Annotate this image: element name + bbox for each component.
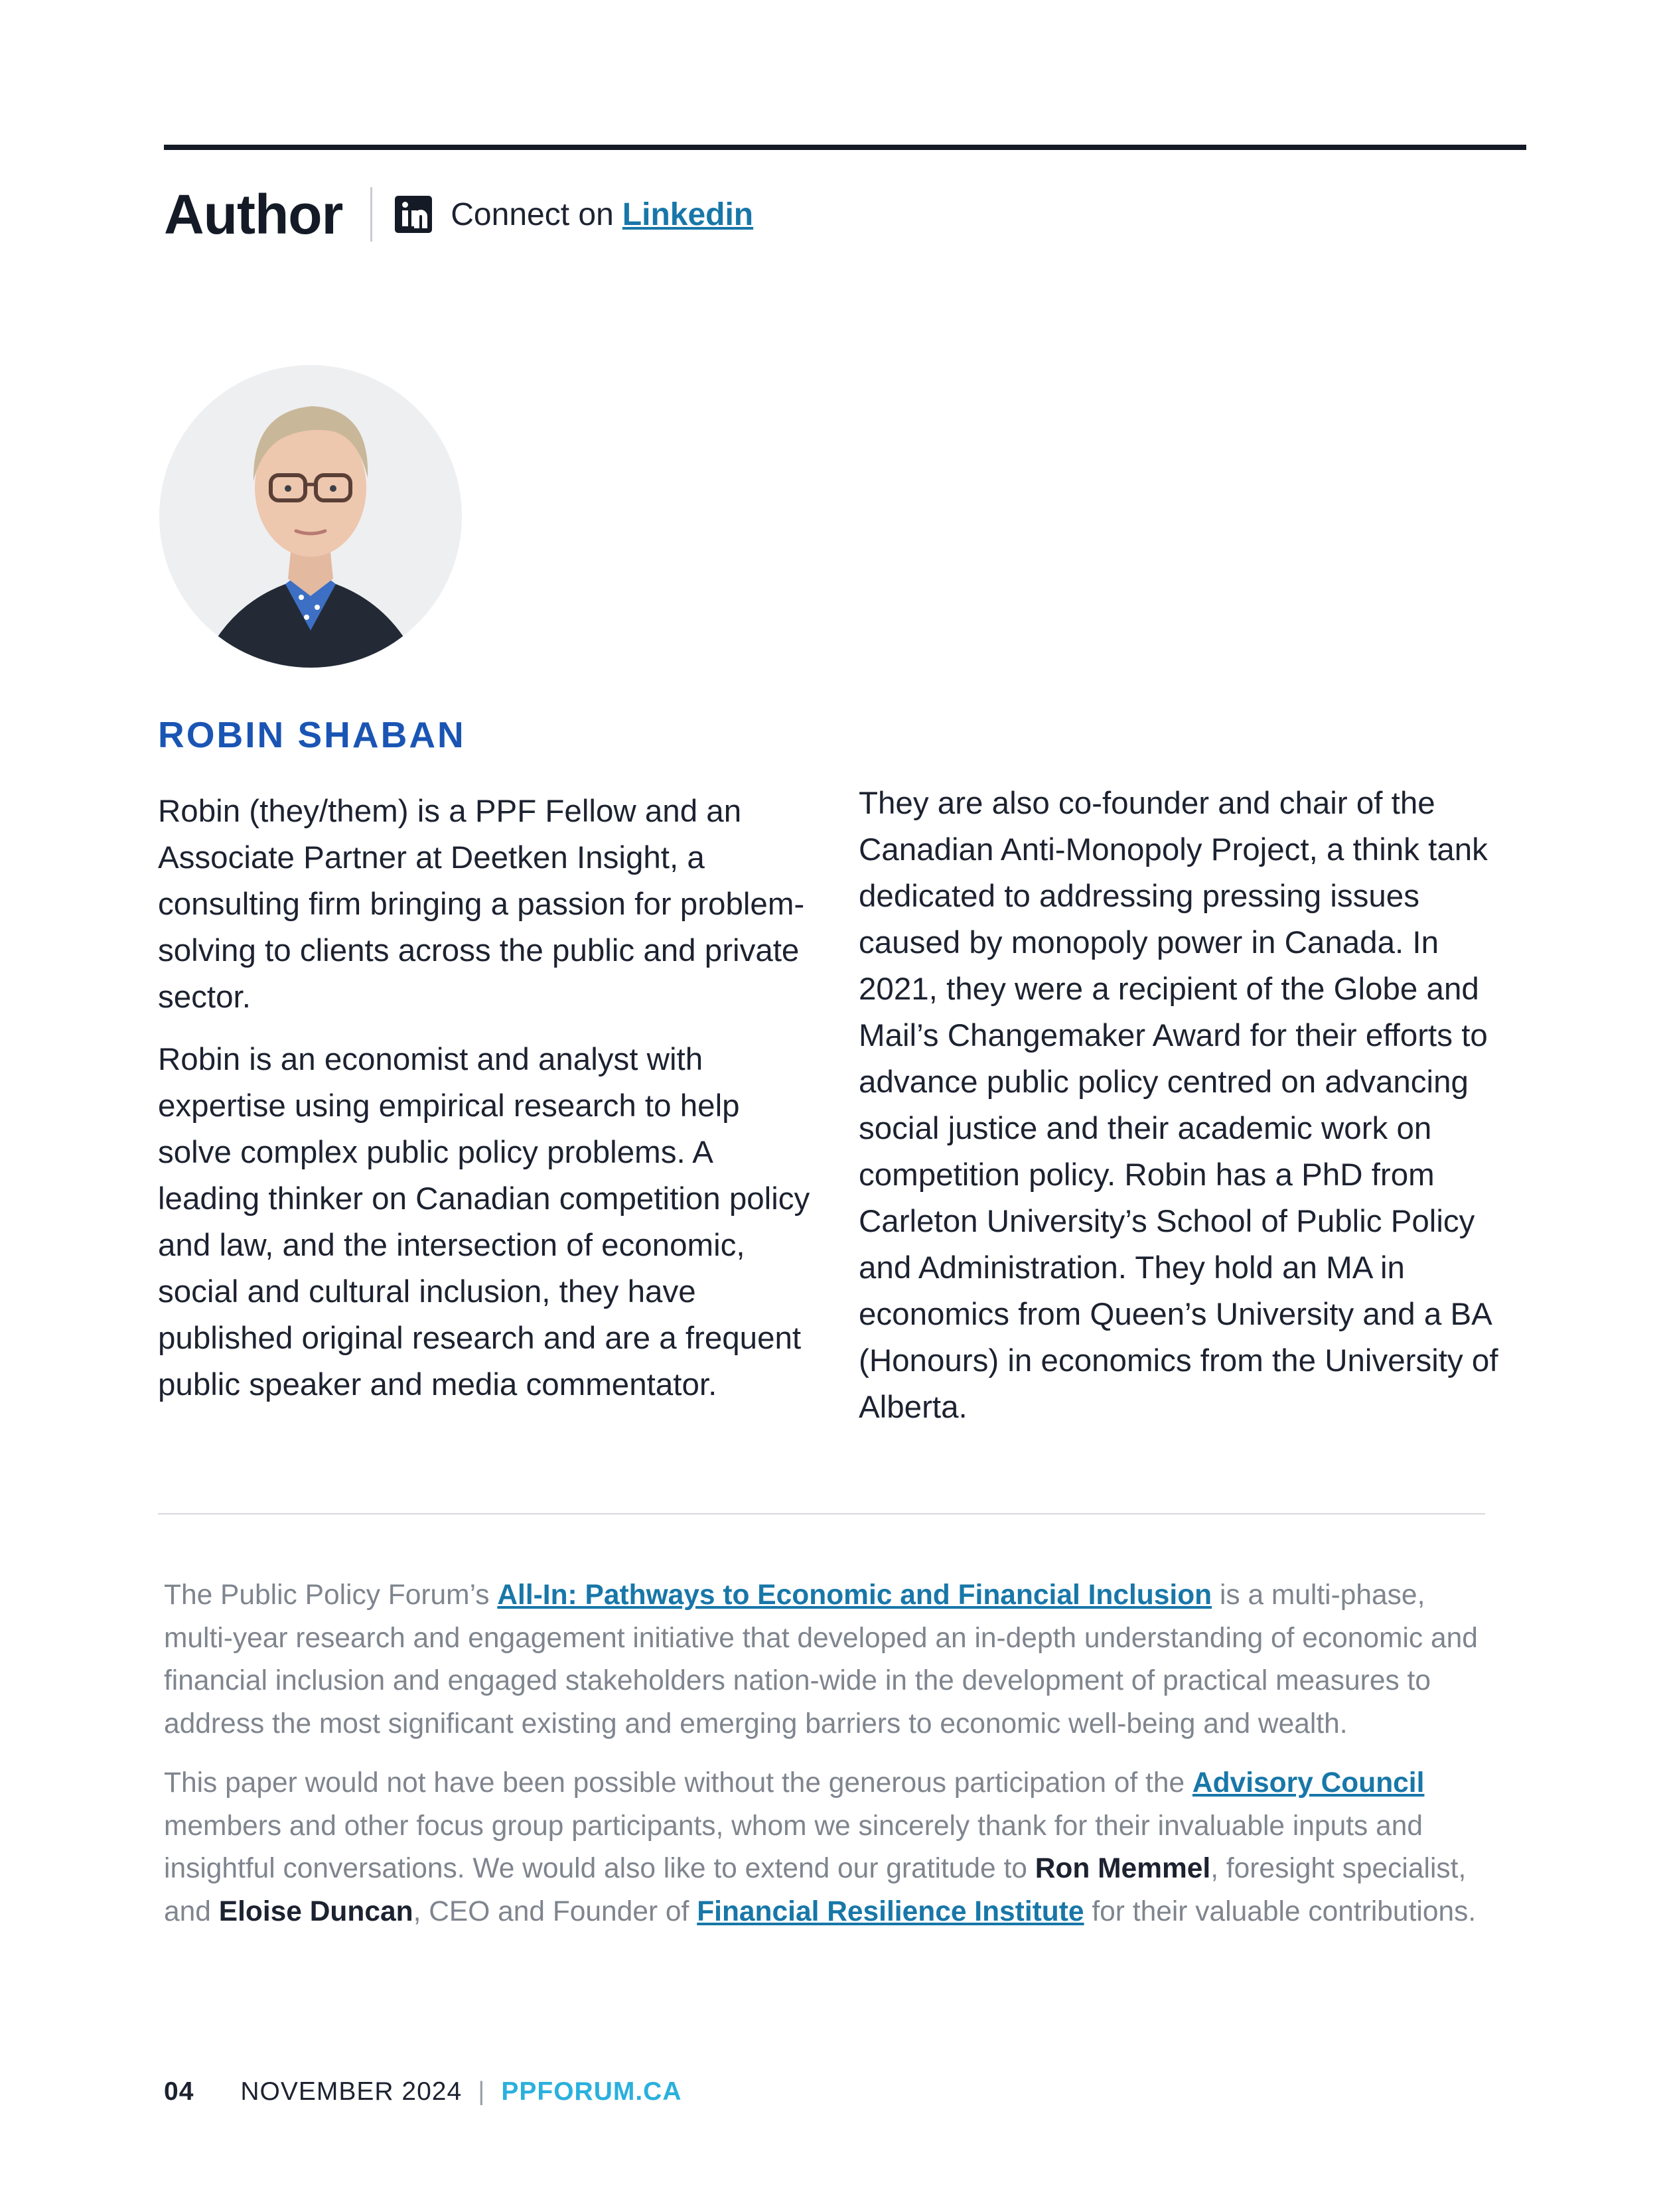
author-header bbox=[164, 178, 753, 251]
page-number: 04 bbox=[164, 2077, 194, 2106]
contributor-name: Ron Memmel bbox=[1035, 1853, 1211, 1884]
header-divider bbox=[370, 187, 372, 242]
bio-paragraph: Robin (they/them) is a PPF Fellow and an Associate Partner at Deetken Insight, a consulting firm bringing a passion for problem-solving to clients across the public and private sector. bbox=[158, 794, 805, 1015]
author-name: ROBIN SHABAN bbox=[158, 714, 466, 755]
author-portrait bbox=[159, 365, 462, 668]
footer-separator: | bbox=[478, 2077, 486, 2106]
top-rule bbox=[164, 145, 1526, 150]
contributor-name: Eloise Duncan bbox=[218, 1895, 413, 1927]
linkedin-link[interactable]: Linkedin bbox=[622, 196, 754, 232]
bio-left-column bbox=[158, 788, 822, 1408]
connect-label: Connect on bbox=[451, 196, 614, 232]
linkedin-icon[interactable] bbox=[395, 196, 432, 233]
advisory-council-link[interactable]: Advisory Council bbox=[1192, 1767, 1425, 1799]
publication-date: NOVEMBER 2024 bbox=[240, 2077, 463, 2106]
page-footer bbox=[164, 2077, 682, 2106]
all-in-link[interactable]: All-In: Pathways to Economic and Financial Inclusion bbox=[497, 1580, 1212, 1611]
acknowledgement-paragraph-1: The Public Policy Forum’s All-In: Pathways to Economic and Financial Inclusion is a multi-phase, multi-year research and engagement initiative that developed an in-depth understanding of economic and financial inclusion and engaged stakeholders nation-wide in the development of practical measures to address the most significant existing and emerging barriers to economic well-being and wealth. bbox=[164, 1580, 1478, 1739]
site-link[interactable]: PPFORUM.CA bbox=[501, 2077, 682, 2106]
section-divider bbox=[158, 1513, 1485, 1514]
bio-paragraph: Robin is an economist and analyst with expertise using empirical research to help solve complex public policy problems. A leading thinker on Canadian competition policy and law, and the intersection of economic, social and cultural inclusion, they have published original research and are a frequent public speaker and media commentator. bbox=[158, 1042, 810, 1402]
acknowledgement-paragraph-2: This paper would not have been possible without the generous participation of the Advisory Council members and other focus group participants, whom we sincerely thank for their invaluable inputs and insightful conversations. We would also like to extend our gratitude to Ron Memmel, foresight specialist, and Eloise Duncan, CEO and Founder of Financial Resilience Institute for their valuable contributions. bbox=[164, 1767, 1477, 1927]
bio-paragraph: They are also co-founder and chair of the Canadian Anti-Monopoly Project, a think tank dedicated to addressing pressing issues caused by monopoly power in Canada. In 2021, they were a recipient of the Globe and Mail’s Changemaker Award for their efforts to advance public policy centred on advancing social justice and their academic work on competition policy. Robin has a PhD from Carleton University’s School of Public Policy and Administration. They hold an MA in economics from Queen’s University and a BA (Honours) in economics from the University of Alberta. bbox=[859, 786, 1498, 1425]
section-title: Author bbox=[164, 183, 343, 246]
financial-resilience-institute-link[interactable]: Financial Resilience Institute bbox=[697, 1895, 1084, 1927]
bio-right-column bbox=[859, 780, 1522, 1431]
